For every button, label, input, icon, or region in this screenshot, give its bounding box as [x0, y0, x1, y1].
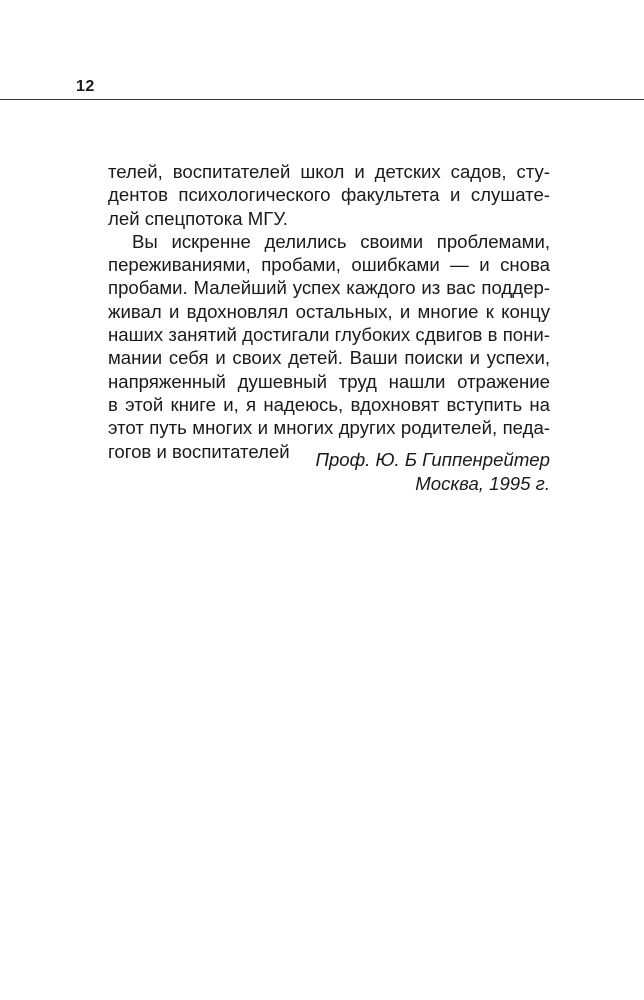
text-line: переживаниями, пробами, ошибками — и снова — [108, 254, 550, 276]
header-rule — [0, 99, 644, 100]
text-line: Вы искренне делились своими проблемами, — [132, 230, 550, 252]
text-line: напряженный душевный труд нашли отражение — [108, 370, 550, 392]
text-line: этот путь многих и многих других родителей, педа- — [108, 417, 550, 439]
text-line: мании себя и своих детей. Ваши поиски и успехи, — [108, 347, 550, 369]
body-text — [108, 160, 550, 463]
text-line: наших занятий достигали глубоких сдвигов в пони- — [108, 324, 550, 346]
text-line: гогов и воспитателей — [108, 440, 290, 462]
text-line: в этой книге и, я надеюсь, вдохновят вступить на — [108, 393, 550, 415]
text-line: лей спецпотока МГУ. — [108, 207, 288, 229]
text-line: телей, воспитателей школ и детских садов, сту- — [108, 161, 550, 182]
page-number: 12 — [76, 78, 95, 95]
text-line: дентов психологического факультета и слушате- — [108, 184, 550, 206]
signature-place-date: Москва, 1995 г. — [415, 473, 550, 494]
text-line: живал и вдохновлял остальных, и многие к концу — [108, 300, 550, 322]
text-line: пробами. Малейший успех каждого из вас поддер- — [108, 277, 550, 299]
signature-author: Проф. Ю. Б Гиппенрейтер — [315, 449, 550, 470]
signature-block — [108, 448, 550, 496]
